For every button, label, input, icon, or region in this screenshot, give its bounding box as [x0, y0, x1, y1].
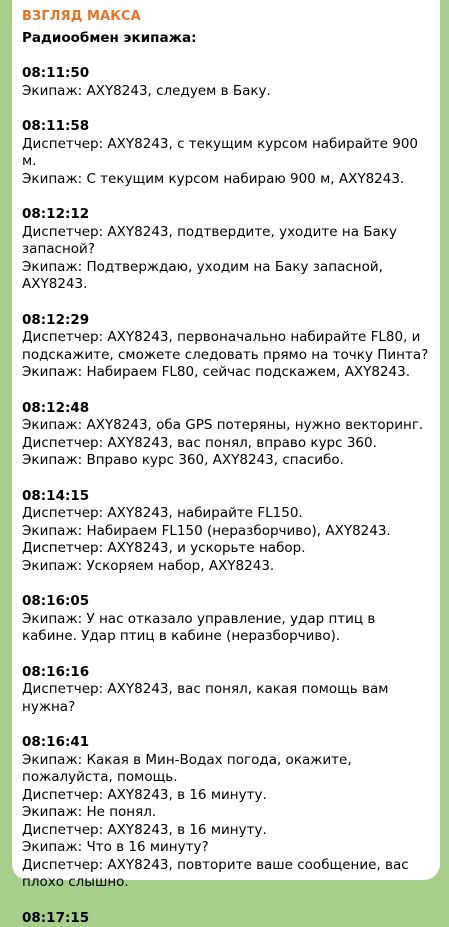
timestamp: 08:11:50: [22, 65, 430, 83]
timestamp: 08:16:05: [22, 593, 430, 611]
transcript-block: [22, 65, 430, 100]
timestamp: 08:12:12: [22, 206, 430, 224]
transcript-line: Экипаж: Ускоряем набор, AXY8243.: [22, 558, 430, 576]
transcript-block: [22, 206, 430, 294]
sender-name[interactable]: ВЗГЛЯД МАКСА: [22, 8, 430, 25]
transcript-block: [22, 734, 430, 892]
transcript-line: Диспетчер: AXY8243, и ускорьте набор.: [22, 540, 430, 558]
transcript-line: Экипаж: Что в 16 минуту?: [22, 839, 430, 857]
message-heading: Радиообмен экипажа:: [22, 29, 430, 47]
transcript-block: [22, 664, 430, 717]
timestamp: 08:17:15: [22, 910, 430, 927]
transcript-line: Диспетчер: AXY8243, подтвердите, уходите на Баку запасной?: [22, 224, 430, 259]
transcript-block: [22, 312, 430, 382]
transcript-line: Диспетчер: AXY8243, в 16 минуту.: [22, 787, 430, 805]
transcript-line: Экипаж: Не понял.: [22, 804, 430, 822]
transcript: [22, 65, 430, 927]
transcript-line: Экипаж: С текущим курсом набираю 900 м, AXY8243.: [22, 171, 430, 189]
transcript-block: [22, 910, 430, 927]
timestamp: 08:16:16: [22, 664, 430, 682]
timestamp: 08:16:41: [22, 734, 430, 752]
transcript-line: Экипаж: AXY8243, следуем в Баку.: [22, 83, 430, 101]
transcript-block: [22, 593, 430, 646]
transcript-line: Диспетчер: AXY8243, с текущим курсом набирайте 900 м.: [22, 136, 430, 171]
transcript-block: [22, 118, 430, 188]
timestamp: 08:12:48: [22, 400, 430, 418]
timestamp: 08:14:15: [22, 488, 430, 506]
transcript-line: Диспетчер: AXY8243, набирайте FL150.: [22, 505, 430, 523]
transcript-line: Диспетчер: AXY8243, вас понял, какая помощь вам нужна?: [22, 681, 430, 716]
transcript-line: Экипаж: Какая в Мин-Водах погода, окажите, пожалуйста, помощь.: [22, 752, 430, 787]
transcript-line: Диспетчер: AXY8243, повторите ваше сообщение, вас плохо слышно.: [22, 857, 430, 892]
transcript-block: [22, 488, 430, 576]
transcript-line: Экипаж: У нас отказало управление, удар птиц в кабине. Удар птиц в кабине (неразборчиво).: [22, 611, 430, 646]
transcript-line: Диспетчер: AXY8243, первоначально набирайте FL80, и подскажите, сможете следовать прямо на точку Пинта?: [22, 329, 430, 364]
transcript-line: Экипаж: Вправо курс 360, AXY8243, спасибо.: [22, 452, 430, 470]
timestamp: 08:11:58: [22, 118, 430, 136]
transcript-line: Экипаж: AXY8243, оба GPS потеряны, нужно векторинг.: [22, 417, 430, 435]
transcript-block: [22, 400, 430, 470]
message-bubble[interactable]: [12, 0, 440, 880]
timestamp: 08:12:29: [22, 312, 430, 330]
transcript-line: Диспетчер: AXY8243, вас понял, вправо курс 360.: [22, 435, 430, 453]
transcript-line: Экипаж: Набираем FL150 (неразборчиво), AXY8243.: [22, 523, 430, 541]
transcript-line: Экипаж: Набираем FL80, сейчас подскажем, AXY8243.: [22, 364, 430, 382]
transcript-line: Диспетчер: AXY8243, в 16 минуту.: [22, 822, 430, 840]
transcript-line: Экипаж: Подтверждаю, уходим на Баку запасной, AXY8243.: [22, 259, 430, 294]
